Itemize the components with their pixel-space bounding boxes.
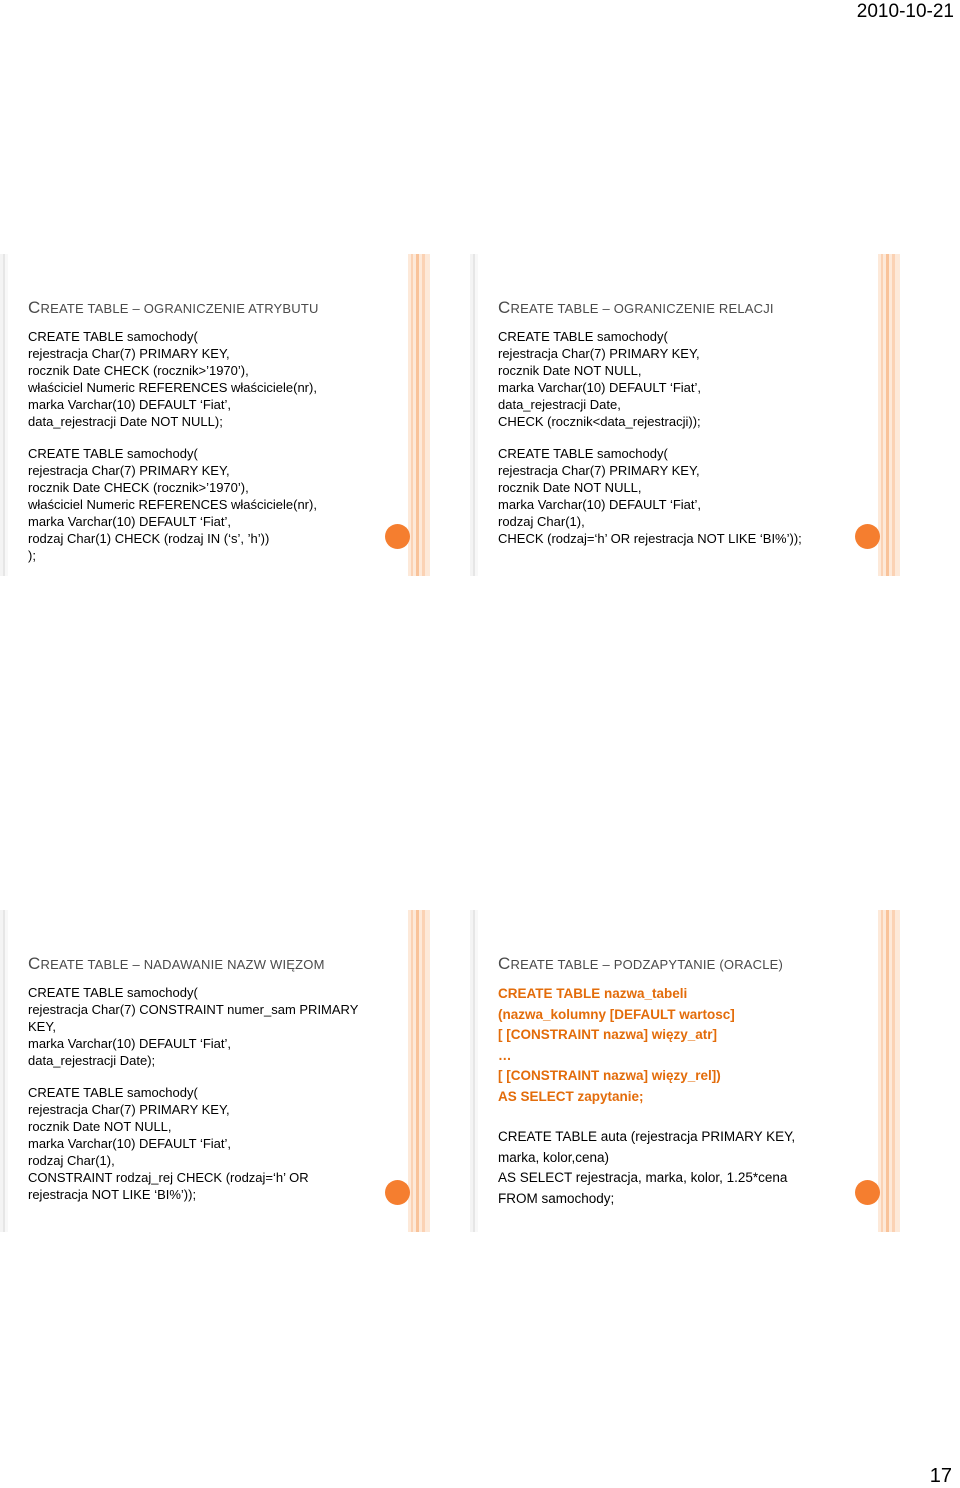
code-line: rodzaj Char(1),	[498, 514, 585, 529]
page-number: 17	[929, 1465, 952, 1487]
code-line: CREATE TABLE samochody(	[28, 985, 198, 1000]
code-line: rocznik Date NOT NULL,	[28, 1119, 172, 1134]
slide-ograniczenie-relacji	[470, 254, 900, 576]
slide-right-stripe	[878, 910, 900, 1232]
slide-right-stripe	[408, 910, 430, 1232]
slide-podzapytanie-oracle	[470, 910, 900, 1232]
code-line: CREATE TABLE samochody(	[498, 446, 668, 461]
code-line: marka Varchar(10) DEFAULT ‘Fiat’,	[498, 380, 701, 395]
code-line: rodzaj Char(1),	[28, 1153, 115, 1168]
slide-body	[28, 328, 384, 564]
code-line: właściciel Numeric REFERENCES właściciele(nr),	[28, 497, 317, 512]
page-date: 2010-10-21	[856, 1, 954, 22]
code-line: rejestracja Char(7) PRIMARY KEY,	[498, 346, 700, 361]
code-line: FROM samochody;	[498, 1190, 615, 1206]
code-line: CREATE TABLE samochody(	[498, 329, 668, 344]
code-line: CHECK (rocznik<data_rejestracji));	[498, 414, 701, 429]
code-line: rejestracja Char(7) PRIMARY KEY,	[28, 1102, 230, 1117]
code-line: rocznik Date CHECK (rocznik>’1970’),	[28, 480, 249, 495]
code-line: );	[28, 548, 36, 563]
syntax-line: (nazwa_kolumny [DEFAULT wartosc]	[498, 1006, 735, 1022]
code-line: data_rejestracji Date NOT NULL);	[28, 414, 223, 429]
code-line: marka Varchar(10) DEFAULT ‘Fiat’,	[28, 1036, 231, 1051]
orange-dot-icon	[855, 524, 880, 549]
syntax-line: AS SELECT zapytanie;	[498, 1088, 644, 1104]
code-line: rocznik Date NOT NULL,	[498, 363, 642, 378]
code-line: właściciel Numeric REFERENCES właściciele(nr),	[28, 380, 317, 395]
orange-dot-icon	[855, 1180, 880, 1205]
code-line: KEY,	[28, 1019, 56, 1034]
code-line: CREATE TABLE samochody(	[28, 1085, 198, 1100]
slide-body	[498, 328, 854, 547]
code-line: rejestracja Char(7) CONSTRAINT numer_sam PRIMARY	[28, 1002, 359, 1017]
slide-right-stripe	[878, 254, 900, 576]
slide-body	[28, 984, 384, 1203]
code-line: rejestracja Char(7) PRIMARY KEY,	[28, 463, 230, 478]
code-line: marka Varchar(10) DEFAULT ‘Fiat’,	[28, 514, 231, 529]
code-line: CHECK (rodzaj=‘h’ OR rejestracja NOT LIKE ‘BI%’));	[498, 531, 802, 546]
orange-dot-icon	[385, 524, 410, 549]
code-line: CONSTRAINT rodzaj_rej CHECK (rodzaj=‘h’ OR	[28, 1170, 309, 1185]
slide-title: CREATE TABLE – PODZAPYTANIE (ORACLE)	[498, 954, 784, 973]
code-line: rejestracja NOT LIKE ‘BI%’));	[28, 1187, 197, 1202]
slide-left-stripe	[0, 910, 8, 1232]
syntax-line: CREATE TABLE nazwa_tabeli	[498, 986, 688, 1001]
code-line: rocznik Date CHECK (rocznik>’1970’),	[28, 363, 249, 378]
code-line: rodzaj Char(1) CHECK (rodzaj IN (‘s’, ’h’))	[28, 531, 270, 546]
code-line: CREATE TABLE samochody(	[28, 446, 198, 461]
code-line: data_rejestracji Date,	[498, 397, 621, 412]
syntax-line: [ [CONSTRAINT nazwa] więzy_atr]	[498, 1027, 718, 1042]
slide-title: CREATE TABLE – OGRANICZENIE RELACJI	[498, 298, 774, 317]
syntax-line: [ [CONSTRAINT nazwa] więzy_rel])	[498, 1068, 721, 1083]
spacer	[28, 430, 384, 445]
code-line: marka, kolor,cena)	[498, 1149, 610, 1165]
orange-dot-icon	[385, 1180, 410, 1205]
code-line: CREATE TABLE auta (rejestracja PRIMARY KEY,	[498, 1129, 796, 1144]
spacer	[28, 1069, 384, 1084]
code-line: rejestracja Char(7) PRIMARY KEY,	[28, 346, 230, 361]
slide-right-stripe	[408, 254, 430, 576]
syntax-line: …	[498, 1047, 512, 1063]
slide-left-stripe	[470, 254, 478, 576]
spacer	[498, 1107, 854, 1127]
code-line: rocznik Date NOT NULL,	[498, 480, 642, 495]
code-line: rejestracja Char(7) PRIMARY KEY,	[498, 463, 700, 478]
slide-body	[498, 984, 854, 1209]
slide-nadawanie-nazw-wiezom	[0, 910, 430, 1232]
code-line: data_rejestracji Date);	[28, 1053, 156, 1068]
code-line: AS SELECT rejestracja, marka, kolor, 1.25*cena	[498, 1170, 788, 1185]
code-line: marka Varchar(10) DEFAULT ‘Fiat’,	[28, 1136, 231, 1151]
slide-left-stripe	[0, 254, 8, 576]
slide-ograniczenie-atrybutu	[0, 254, 430, 576]
code-line: marka Varchar(10) DEFAULT ‘Fiat’,	[498, 497, 701, 512]
slide-left-stripe	[470, 910, 478, 1232]
code-line: marka Varchar(10) DEFAULT ‘Fiat’,	[28, 397, 231, 412]
slide-title: CREATE TABLE – OGRANICZENIE ATRYBUTU	[28, 298, 319, 317]
code-line: CREATE TABLE samochody(	[28, 329, 198, 344]
spacer	[498, 430, 854, 445]
slide-title: CREATE TABLE – NADAWANIE NAZW WIĘZOM	[28, 954, 325, 973]
